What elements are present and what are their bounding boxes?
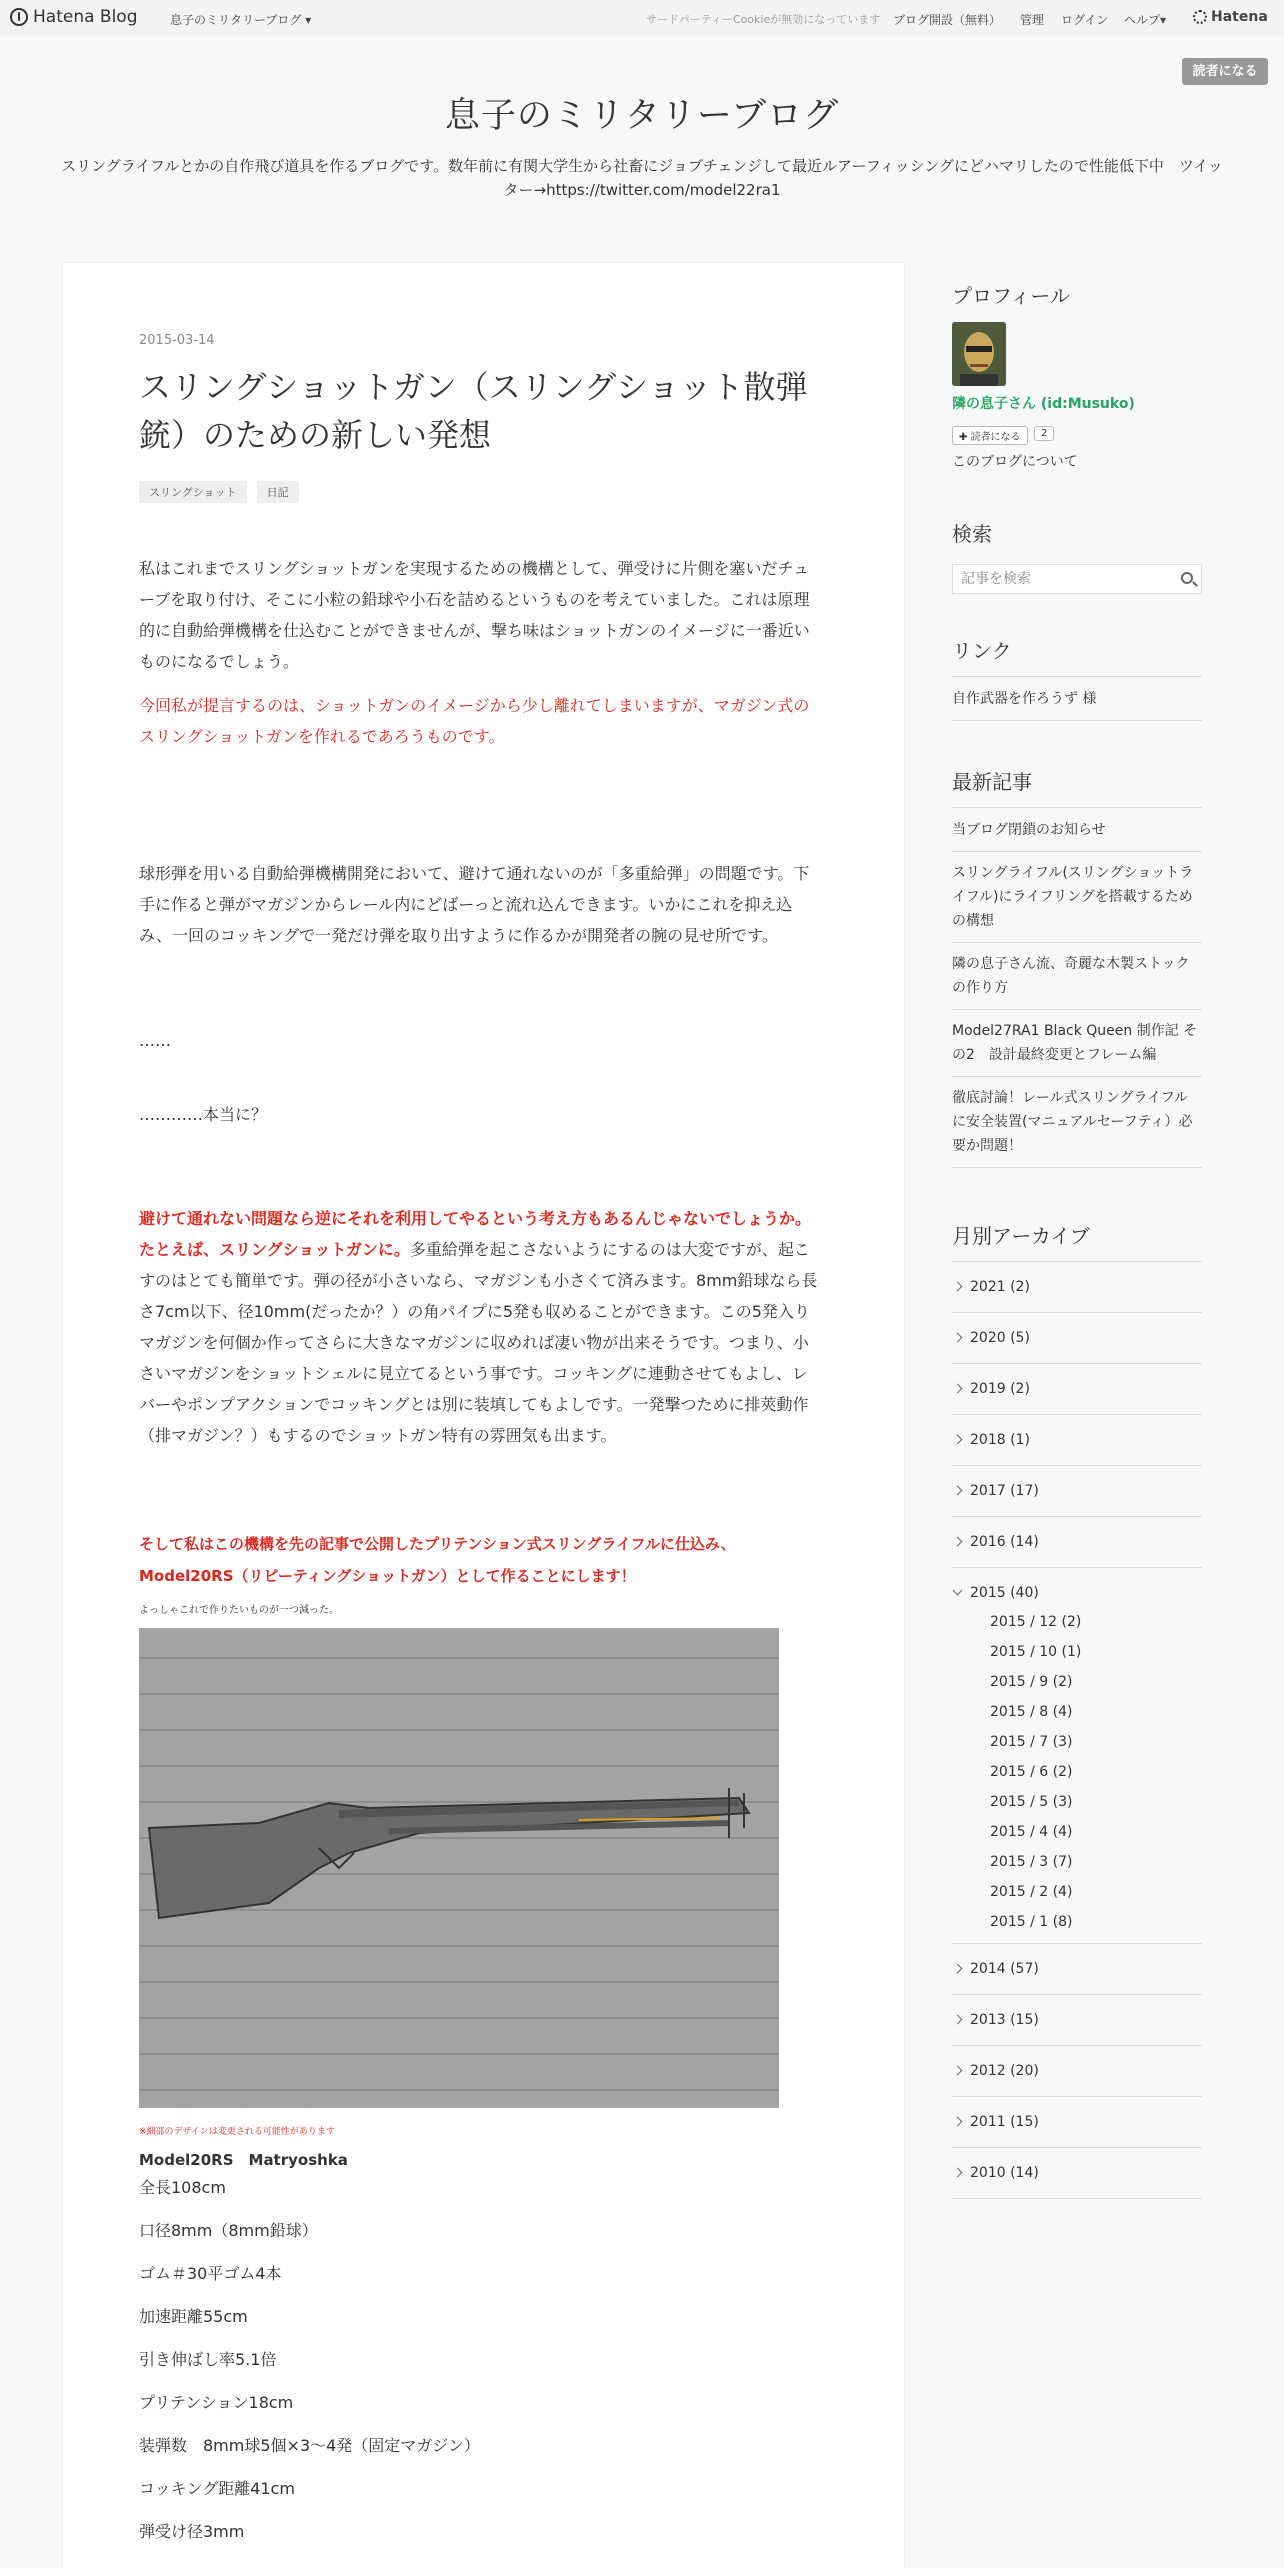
spec-item: プリテンション18cm: [139, 2393, 294, 2412]
search-icon[interactable]: [1181, 572, 1193, 584]
entry-paragraph-red: 今回私が提言するのは、ショットガンのイメージから少し離れてしまいますが、マガジン式のスリングショットガンを作れるであろうものです。: [139, 696, 810, 746]
blog-menu-dropdown[interactable]: [170, 11, 311, 28]
archive-month[interactable]: 2015 / 7 (3): [990, 1734, 1073, 1750]
archive-month[interactable]: 2015 / 4 (4): [990, 1824, 1073, 1840]
emphasis-text: 避けて通れない問題なら逆にそれを利用してやるという考え方もあるんじゃないでしょうか。たとえば、スリングショットガンに。: [139, 1209, 812, 1259]
archive-year[interactable]: 2021 (2): [952, 1262, 1202, 1313]
entry-paragraph: [139, 1203, 819, 1451]
spec-item: 全長108cm: [139, 2178, 226, 2197]
archive-month[interactable]: 2015 / 2 (4): [990, 1884, 1073, 1900]
archive-year[interactable]: 2018 (1): [952, 1415, 1202, 1466]
spec-item: 装弾数 8mm球5個×3〜4発（固定マガジン）: [139, 2436, 480, 2455]
hatena-icon: [1193, 10, 1207, 24]
reader-button[interactable]: ✚ 読者になる: [952, 426, 1028, 445]
image-caption: よっしゃこれで作りたいものが一つ減った。: [139, 1605, 339, 1616]
admin-link[interactable]: 管理: [1020, 13, 1045, 27]
recent-entry[interactable]: Model27RA1 Black Queen 制作記 その2 設計最終変更とフレーム編: [952, 1010, 1202, 1077]
archive-year[interactable]: 2013 (15): [952, 1995, 1202, 2046]
avatar-image: [952, 322, 1006, 386]
archive-month[interactable]: 2015 / 12 (2): [990, 1614, 1082, 1630]
profile-user-link[interactable]: 隣の息子さん (id:Musuko): [952, 396, 1135, 412]
rifle-sketch-image: [139, 1628, 779, 2108]
blog-title[interactable]: 息子のミリタリーブログ: [444, 96, 840, 136]
help-label: ヘルプ: [1124, 13, 1161, 27]
about-link[interactable]: このブログについて: [952, 454, 1078, 470]
cookie-notice[interactable]: サードパーティーCookieが無効になっています: [646, 13, 881, 26]
search-input[interactable]: [952, 564, 1202, 594]
entry-container: [62, 262, 905, 2568]
image-note: ※細部のデザインは変更される可能性があります: [139, 2127, 335, 2137]
archive-year[interactable]: 2010 (14): [952, 2148, 1202, 2199]
global-header: [0, 0, 1284, 36]
archive-year[interactable]: 2012 (20): [952, 2046, 1202, 2097]
open-blog-link[interactable]: ブログ開設（無料）: [893, 13, 1002, 27]
caret-down-icon: ▾: [305, 13, 312, 27]
search-heading: 検索: [952, 522, 992, 546]
reader-button-label: 読者になる: [970, 432, 1021, 443]
links-heading: リンク: [952, 639, 1012, 663]
link-item[interactable]: 自作武器を作ろうず 様: [952, 678, 1202, 721]
recent-list: [952, 809, 1202, 1168]
blog-menu-label: 息子のミリタリーブログ: [170, 13, 302, 27]
recent-entry[interactable]: 隣の息子さん流、奇麗な木製ストックの作り方: [952, 943, 1202, 1010]
recent-entry[interactable]: 当ブログ閉鎖のお知らせ: [952, 809, 1202, 852]
body-text: 多重給弾を起こさないようにするのは大変ですが、起こすのはとても簡単です。弾の径が小さいなら、マガジンも小さくて済みます。8mm鉛球なら長さ7cm以下、径10mm(だったか？）の角パイプに5発も収めることができます。この5発入りマガジンを何個か作ってさらに大きなマガジンに収めれば凄い物が出来そうです。つまり、小さいマガジンをショットシェルに見立てるという事です。コッキングに連動させてもよし、レバーやポンプアクションでコッキングとは別に装填してもよしです。一発撃つために排莢動作（排マガジン？）もするのでショットガン特有の雰囲気も出ます。: [139, 1240, 818, 1445]
blog-description: スリングライフルとかの自作飛び道具を作るブログです。数年前に有関大学生から社畜にジョブチェンジして最近ルアーフィッシングにどハマリしたので性能低下中 ツイッター→https://twitter.com/model22ra1: [61, 157, 1223, 199]
recent-heading: 最新記事: [952, 770, 1032, 794]
entry-paragraph: 球形弾を用いる自動給弾機構開発において、避けて通れないのが「多重給弾」の問題です。下手に作ると弾がマガジンからレール内にどばーっと流れ込んできます。いかにこれを抑え込み、一回のコッキングで一発だけ弾を取り出すように作るかが開発者の腕の見せ所です。: [139, 864, 810, 945]
spec-item: 加速距離55cm: [139, 2307, 248, 2326]
category-tag[interactable]: スリングショット: [139, 481, 247, 503]
search-placeholder: 記事を検索: [961, 571, 1031, 587]
sketch-photo[interactable]: [139, 1628, 779, 2108]
archive-month[interactable]: 2015 / 6 (2): [990, 1764, 1073, 1780]
entry-paragraph: …………本当に？: [139, 1105, 268, 1124]
links-list: [952, 678, 1202, 721]
spec-item: コッキング距離41cm: [139, 2479, 295, 2498]
recent-entry[interactable]: 徹底討論！レール式スリングライフルに安全装置(マニュアルセーフティ）必要か問題！: [952, 1077, 1202, 1168]
help-menu[interactable]: [1124, 11, 1166, 28]
archive-month[interactable]: 2015 / 8 (4): [990, 1704, 1073, 1720]
archive-year[interactable]: 2014 (57): [952, 1944, 1202, 1995]
spec-title: Model20RS Matryoshka: [139, 2151, 348, 2169]
hatena-menu[interactable]: [1193, 9, 1268, 25]
divider: [952, 676, 1202, 677]
avatar[interactable]: [952, 322, 1006, 386]
archive-list: [952, 1262, 1202, 2199]
brand-label: Hatena Blog: [33, 7, 138, 27]
caret-down-icon: ▾: [1160, 13, 1167, 27]
profile-heading: プロフィール: [952, 284, 1070, 308]
hatena-blog-icon: [10, 8, 28, 26]
archive-month[interactable]: 2015 / 9 (2): [990, 1674, 1073, 1690]
archive-year-expanded[interactable]: 2015 (40): [952, 1568, 1202, 1607]
archive-year[interactable]: 2016 (14): [952, 1517, 1202, 1568]
subscribe-button[interactable]: 読者になる: [1182, 58, 1268, 85]
category-tag[interactable]: 日記: [257, 481, 299, 503]
archive-year[interactable]: 2019 (2): [952, 1364, 1202, 1415]
archive-year[interactable]: 2017 (17): [952, 1466, 1202, 1517]
entry-paragraph: 私はこれまでスリングショットガンを実現するための機構として、弾受けに片側を塞いだチューブを取り付け、そこに小粒の鉛球や小石を詰めるというものを考えていました。これは原理的に自動給弾機構を仕込むことができませんが、撃ち味はショットガンのイメージに一番近いものになるでしょう。: [139, 559, 810, 671]
hatena-label: Hatena: [1211, 9, 1268, 25]
archive-year[interactable]: 2020 (5): [952, 1313, 1202, 1364]
spec-item: 引き伸ばし率5.1倍: [139, 2350, 277, 2369]
reader-count[interactable]: 2: [1034, 426, 1054, 441]
archive-month[interactable]: 2015 / 5 (3): [990, 1794, 1073, 1810]
archive-year[interactable]: 2011 (15): [952, 2097, 1202, 2148]
entry-date[interactable]: 2015-03-14: [139, 333, 215, 348]
divider: [952, 807, 1202, 808]
archive-heading: 月別アーカイブ: [952, 1224, 1090, 1248]
entry-title[interactable]: スリングショットガン（スリングショット散弾銃）のための新しい発想: [139, 368, 808, 454]
archive-month[interactable]: 2015 / 1 (8): [952, 1907, 1202, 1944]
archive-month[interactable]: 2015 / 10 (1): [990, 1644, 1082, 1660]
login-link[interactable]: ログイン: [1061, 13, 1109, 27]
entry-paragraph-red: そして私はこの機構を先の記事で公開したプリテンション式スリングライフルに仕込み、Model20RS（リピーティングショットガン）として作ることにします！: [139, 1535, 736, 1585]
spec-item: 口径8mm（8mm鉛球）: [139, 2221, 318, 2240]
spec-item: ゴム＃30平ゴム4本: [139, 2264, 282, 2283]
entry-categories: [139, 481, 299, 503]
archive-month[interactable]: 2015 / 3 (7): [990, 1854, 1073, 1870]
hatena-blog-logo[interactable]: [10, 7, 138, 27]
spec-item: 弾受け径3mm: [139, 2522, 245, 2541]
recent-entry[interactable]: スリングライフル(スリングショットライフル)にライフリングを搭載するための構想: [952, 852, 1202, 943]
entry-paragraph: ……: [139, 1031, 171, 1050]
